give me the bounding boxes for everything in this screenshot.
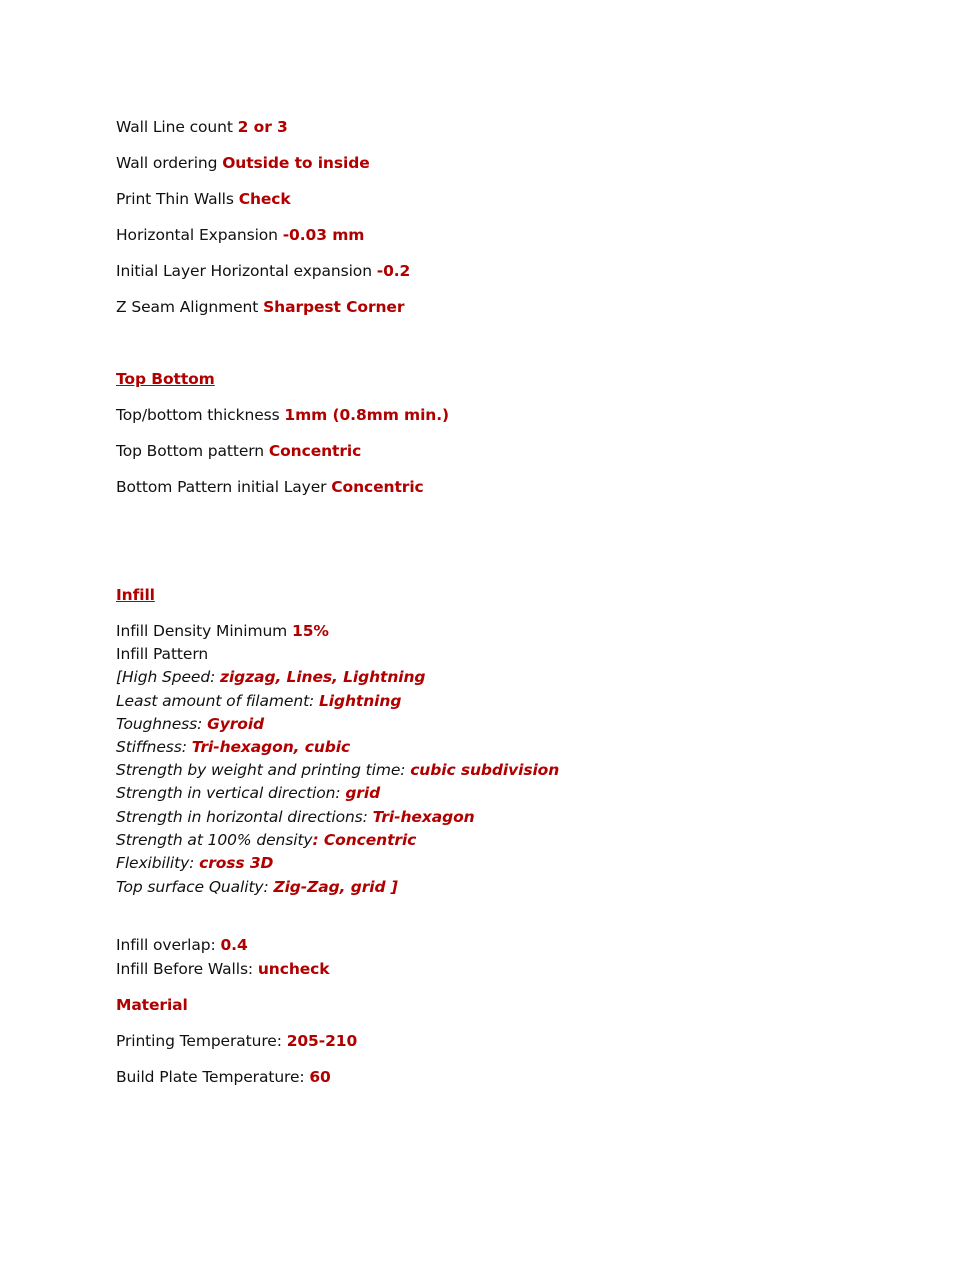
setting-value: Check <box>238 190 291 208</box>
setting-value: 0.4 <box>220 936 248 954</box>
setting-bottom-pattern-initial-layer <box>116 477 424 497</box>
setting-z-seam-alignment <box>116 297 404 317</box>
setting-label: Wall Line count <box>116 118 238 136</box>
setting-initial-layer-horizontal-expansion <box>116 261 410 281</box>
infill-pattern-strength-full-density <box>116 830 416 850</box>
setting-value: Concentric <box>331 478 424 496</box>
setting-label: Print Thin Walls <box>116 190 239 208</box>
setting-value: -0.03 mm <box>282 226 365 244</box>
setting-build-plate-temperature <box>116 1067 331 1087</box>
setting-label: Infill Density Minimum <box>116 622 293 640</box>
setting-value: -0.2 <box>376 262 411 280</box>
setting-value: uncheck <box>257 960 330 978</box>
infill-pattern-toughness <box>116 714 264 734</box>
infill-pattern-strength-weight-time <box>116 760 559 780</box>
setting-value: Outside to inside <box>222 154 370 172</box>
section-heading-material: Material <box>116 996 188 1014</box>
pattern-value: Gyroid <box>207 715 265 733</box>
setting-value: 2 or 3 <box>237 118 288 136</box>
setting-label: Infill Before Walls: <box>116 960 258 978</box>
pattern-label: Least amount of filament: <box>116 692 320 710</box>
pattern-label: Strength at 100% density <box>116 831 313 849</box>
setting-label: Horizontal Expansion <box>116 226 283 244</box>
pattern-value: Lightning <box>319 692 402 710</box>
setting-label: Bottom Pattern initial Layer <box>116 478 332 496</box>
pattern-label: Stiffness: <box>116 738 192 756</box>
setting-label: Wall ordering <box>116 154 223 172</box>
setting-value: 1mm (0.8mm min.) <box>284 406 450 424</box>
pattern-label: Toughness: <box>116 715 208 733</box>
setting-wall-ordering <box>116 153 370 173</box>
setting-infill-density <box>116 621 329 641</box>
setting-wall-line-count <box>116 117 288 137</box>
pattern-label: Strength in vertical direction: <box>116 784 346 802</box>
setting-top-bottom-thickness <box>116 405 449 425</box>
setting-label: Infill overlap: <box>116 936 221 954</box>
setting-label: Build Plate Temperature: <box>116 1068 310 1086</box>
section-heading-infill: Infill <box>116 586 155 604</box>
infill-pattern-least-filament <box>116 691 401 711</box>
setting-label: Initial Layer Horizontal expansion <box>116 262 377 280</box>
pattern-value: Zig-Zag, grid ] <box>273 878 398 896</box>
pattern-value: cross 3D <box>199 854 274 872</box>
setting-horizontal-expansion <box>116 225 364 245</box>
setting-value: 205-210 <box>286 1032 358 1050</box>
infill-pattern-high-speed <box>116 667 425 687</box>
setting-label: Top Bottom pattern <box>116 442 269 460</box>
pattern-label: [High Speed: <box>116 668 221 686</box>
pattern-label: Strength by weight and printing time: <box>116 761 411 779</box>
setting-value: Concentric <box>268 442 362 460</box>
pattern-value: Tri-hexagon, cubic <box>191 738 351 756</box>
setting-infill-before-walls <box>116 959 329 979</box>
setting-value: 15% <box>292 622 329 640</box>
infill-pattern-strength-horizontal <box>116 807 475 827</box>
setting-printing-temperature <box>116 1031 357 1051</box>
infill-pattern-flexibility <box>116 853 273 873</box>
infill-pattern-strength-vertical <box>116 783 380 803</box>
pattern-value: cubic subdivision <box>410 761 560 779</box>
pattern-value: Tri-hexagon <box>372 808 475 826</box>
pattern-label: Top surface Quality: <box>116 878 274 896</box>
setting-label: Printing Temperature: <box>116 1032 287 1050</box>
setting-label: Top/bottom thickness <box>116 406 285 424</box>
setting-label: Z Seam Alignment <box>116 298 264 316</box>
section-heading-top-bottom: Top Bottom <box>116 370 215 388</box>
pattern-label: Flexibility: <box>116 854 200 872</box>
pattern-value: zigzag, Lines, Lightning <box>220 668 426 686</box>
setting-infill-overlap <box>116 935 248 955</box>
setting-top-bottom-pattern <box>116 441 361 461</box>
pattern-label: Strength in horizontal directions: <box>116 808 373 826</box>
pattern-value: : Concentric <box>312 831 417 849</box>
setting-value: Sharpest Corner <box>263 298 405 316</box>
pattern-value: grid <box>345 784 381 802</box>
infill-pattern-top-surface-quality <box>116 877 398 897</box>
infill-pattern-stiffness <box>116 737 350 757</box>
setting-print-thin-walls <box>116 189 291 209</box>
infill-pattern-label: Infill Pattern <box>116 645 209 663</box>
setting-value: 60 <box>309 1068 331 1086</box>
